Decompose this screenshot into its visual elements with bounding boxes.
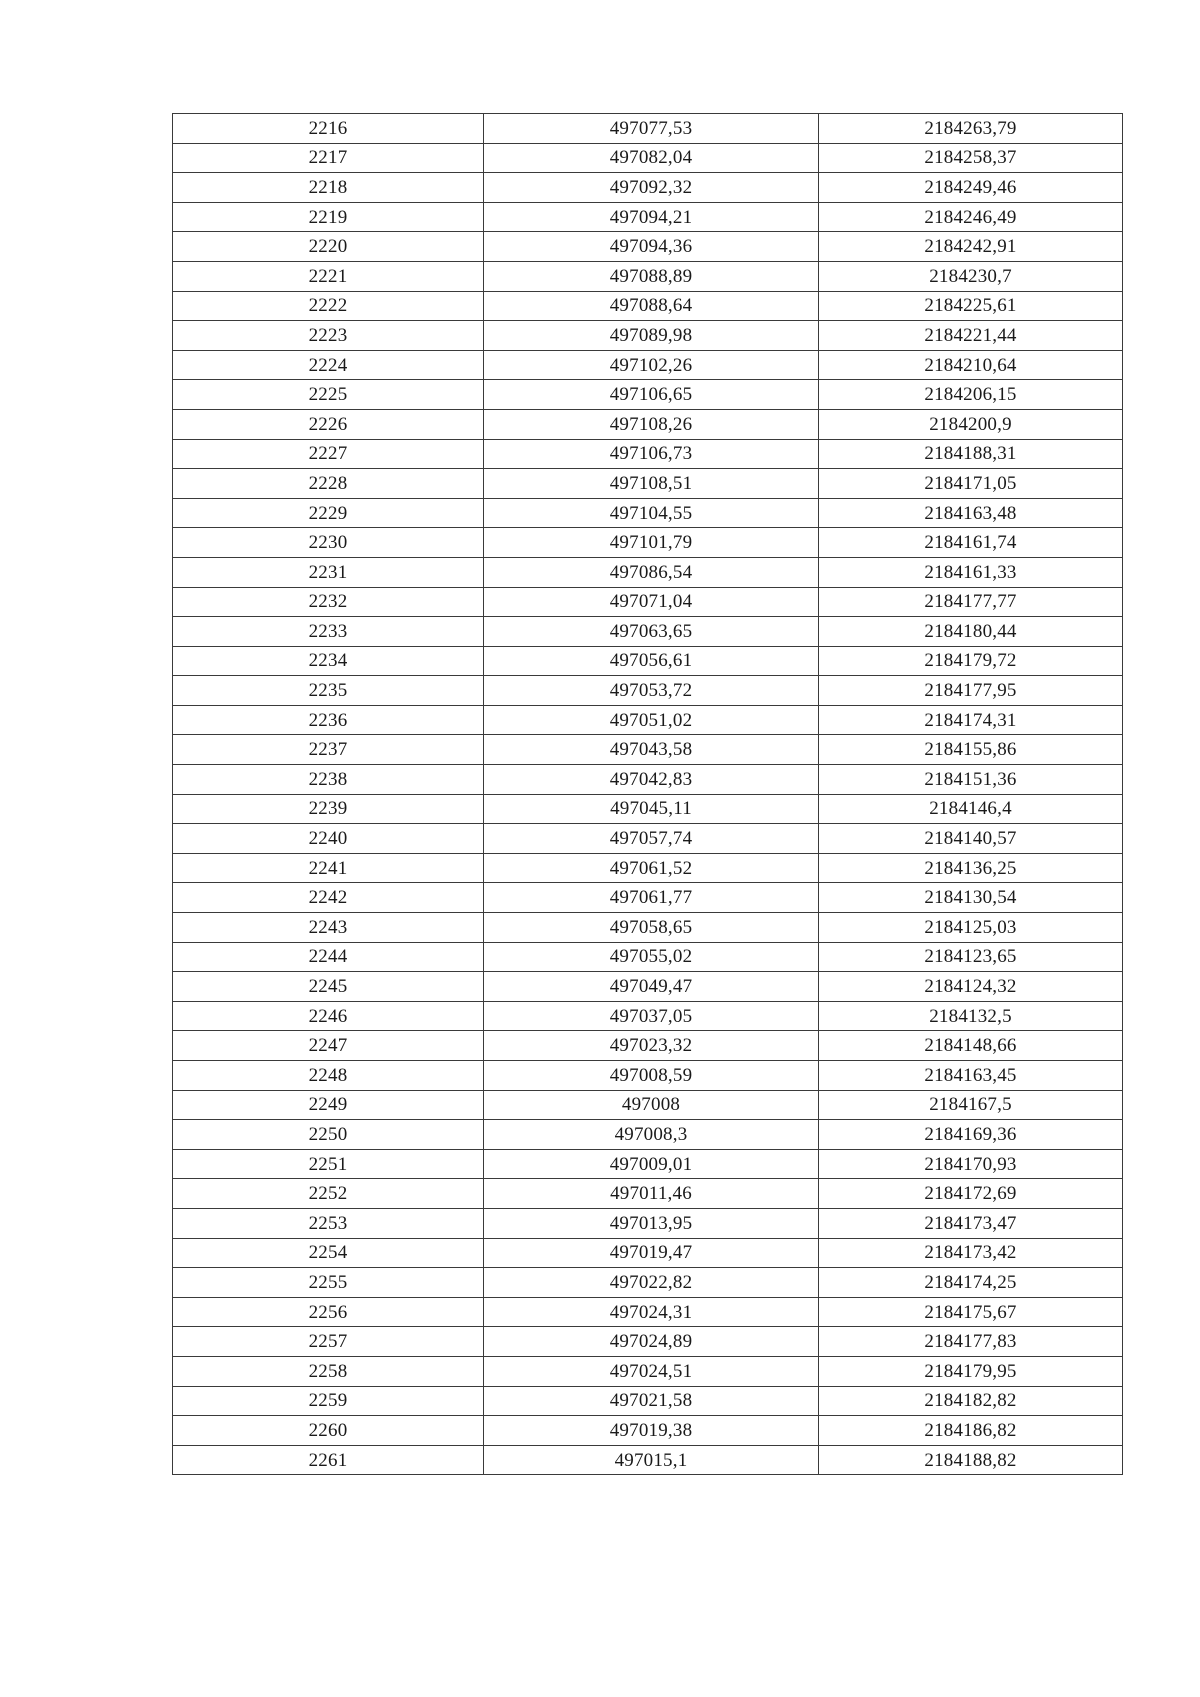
x-coordinate-cell: 497019,38 xyxy=(484,1416,819,1446)
point-number-cell: 2247 xyxy=(173,1031,484,1061)
table-row xyxy=(173,1445,1123,1475)
point-number-cell: 2242 xyxy=(173,883,484,913)
point-number-cell: 2222 xyxy=(173,291,484,321)
table-row xyxy=(173,1208,1123,1238)
x-coordinate-cell: 497108,51 xyxy=(484,469,819,499)
table-row xyxy=(173,1090,1123,1120)
y-coordinate-cell: 2184182,82 xyxy=(819,1386,1123,1416)
point-number-cell: 2245 xyxy=(173,972,484,1002)
x-coordinate-cell: 497055,02 xyxy=(484,942,819,972)
table-row xyxy=(173,173,1123,203)
table-row xyxy=(173,1238,1123,1268)
x-coordinate-cell: 497082,04 xyxy=(484,143,819,173)
table-row xyxy=(173,143,1123,173)
table-row xyxy=(173,883,1123,913)
point-number-cell: 2230 xyxy=(173,528,484,558)
table-row xyxy=(173,1416,1123,1446)
y-coordinate-cell: 2184221,44 xyxy=(819,321,1123,351)
table-row xyxy=(173,1386,1123,1416)
x-coordinate-cell: 497092,32 xyxy=(484,173,819,203)
y-coordinate-cell: 2184175,67 xyxy=(819,1297,1123,1327)
table-row xyxy=(173,1149,1123,1179)
y-coordinate-cell: 2184130,54 xyxy=(819,883,1123,913)
coordinates-table-body xyxy=(173,114,1123,1475)
table-row xyxy=(173,409,1123,439)
x-coordinate-cell: 497042,83 xyxy=(484,765,819,795)
table-row xyxy=(173,528,1123,558)
x-coordinate-cell: 497058,65 xyxy=(484,913,819,943)
table-row xyxy=(173,557,1123,587)
x-coordinate-cell: 497061,52 xyxy=(484,853,819,883)
point-number-cell: 2243 xyxy=(173,913,484,943)
y-coordinate-cell: 2184180,44 xyxy=(819,617,1123,647)
x-coordinate-cell: 497023,32 xyxy=(484,1031,819,1061)
y-coordinate-cell: 2184124,32 xyxy=(819,972,1123,1002)
table-row xyxy=(173,291,1123,321)
table-row xyxy=(173,1061,1123,1091)
x-coordinate-cell: 497013,95 xyxy=(484,1208,819,1238)
point-number-cell: 2218 xyxy=(173,173,484,203)
x-coordinate-cell: 497021,58 xyxy=(484,1386,819,1416)
point-number-cell: 2259 xyxy=(173,1386,484,1416)
y-coordinate-cell: 2184177,95 xyxy=(819,676,1123,706)
y-coordinate-cell: 2184161,33 xyxy=(819,557,1123,587)
table-row xyxy=(173,587,1123,617)
y-coordinate-cell: 2184146,4 xyxy=(819,794,1123,824)
y-coordinate-cell: 2184174,31 xyxy=(819,705,1123,735)
y-coordinate-cell: 2184225,61 xyxy=(819,291,1123,321)
table-row xyxy=(173,261,1123,291)
table-row xyxy=(173,350,1123,380)
point-number-cell: 2226 xyxy=(173,409,484,439)
table-row xyxy=(173,765,1123,795)
table-row xyxy=(173,913,1123,943)
x-coordinate-cell: 497088,89 xyxy=(484,261,819,291)
point-number-cell: 2223 xyxy=(173,321,484,351)
table-row xyxy=(173,972,1123,1002)
point-number-cell: 2241 xyxy=(173,853,484,883)
table-row xyxy=(173,321,1123,351)
table-row xyxy=(173,232,1123,262)
y-coordinate-cell: 2184263,79 xyxy=(819,114,1123,144)
y-coordinate-cell: 2184174,25 xyxy=(819,1268,1123,1298)
point-number-cell: 2232 xyxy=(173,587,484,617)
table-row xyxy=(173,676,1123,706)
x-coordinate-cell: 497053,72 xyxy=(484,676,819,706)
y-coordinate-cell: 2184172,69 xyxy=(819,1179,1123,1209)
y-coordinate-cell: 2184132,5 xyxy=(819,1001,1123,1031)
point-number-cell: 2217 xyxy=(173,143,484,173)
point-number-cell: 2238 xyxy=(173,765,484,795)
point-number-cell: 2227 xyxy=(173,439,484,469)
x-coordinate-cell: 497077,53 xyxy=(484,114,819,144)
y-coordinate-cell: 2184123,65 xyxy=(819,942,1123,972)
point-number-cell: 2249 xyxy=(173,1090,484,1120)
point-number-cell: 2257 xyxy=(173,1327,484,1357)
point-number-cell: 2250 xyxy=(173,1120,484,1150)
point-number-cell: 2248 xyxy=(173,1061,484,1091)
table-row xyxy=(173,1120,1123,1150)
point-number-cell: 2220 xyxy=(173,232,484,262)
table-row xyxy=(173,1297,1123,1327)
point-number-cell: 2260 xyxy=(173,1416,484,1446)
y-coordinate-cell: 2184210,64 xyxy=(819,350,1123,380)
y-coordinate-cell: 2184200,9 xyxy=(819,409,1123,439)
x-coordinate-cell: 497024,31 xyxy=(484,1297,819,1327)
point-number-cell: 2229 xyxy=(173,498,484,528)
point-number-cell: 2255 xyxy=(173,1268,484,1298)
point-number-cell: 2256 xyxy=(173,1297,484,1327)
table-row xyxy=(173,824,1123,854)
y-coordinate-cell: 2184169,36 xyxy=(819,1120,1123,1150)
x-coordinate-cell: 497106,73 xyxy=(484,439,819,469)
point-number-cell: 2225 xyxy=(173,380,484,410)
point-number-cell: 2244 xyxy=(173,942,484,972)
y-coordinate-cell: 2184125,03 xyxy=(819,913,1123,943)
y-coordinate-cell: 2184151,36 xyxy=(819,765,1123,795)
table-row xyxy=(173,469,1123,499)
y-coordinate-cell: 2184173,42 xyxy=(819,1238,1123,1268)
y-coordinate-cell: 2184188,31 xyxy=(819,439,1123,469)
point-number-cell: 2235 xyxy=(173,676,484,706)
x-coordinate-cell: 497088,64 xyxy=(484,291,819,321)
point-number-cell: 2231 xyxy=(173,557,484,587)
table-row xyxy=(173,853,1123,883)
x-coordinate-cell: 497086,54 xyxy=(484,557,819,587)
table-row xyxy=(173,617,1123,647)
table-row xyxy=(173,498,1123,528)
table-row xyxy=(173,646,1123,676)
y-coordinate-cell: 2184163,45 xyxy=(819,1061,1123,1091)
x-coordinate-cell: 497102,26 xyxy=(484,350,819,380)
x-coordinate-cell: 497009,01 xyxy=(484,1149,819,1179)
table-row xyxy=(173,439,1123,469)
point-number-cell: 2261 xyxy=(173,1445,484,1475)
x-coordinate-cell: 497056,61 xyxy=(484,646,819,676)
point-number-cell: 2234 xyxy=(173,646,484,676)
y-coordinate-cell: 2184140,57 xyxy=(819,824,1123,854)
x-coordinate-cell: 497094,21 xyxy=(484,202,819,232)
x-coordinate-cell: 497008,59 xyxy=(484,1061,819,1091)
point-number-cell: 2240 xyxy=(173,824,484,854)
y-coordinate-cell: 2184177,77 xyxy=(819,587,1123,617)
point-number-cell: 2221 xyxy=(173,261,484,291)
x-coordinate-cell: 497106,65 xyxy=(484,380,819,410)
point-number-cell: 2237 xyxy=(173,735,484,765)
y-coordinate-cell: 2184179,72 xyxy=(819,646,1123,676)
y-coordinate-cell: 2184246,49 xyxy=(819,202,1123,232)
x-coordinate-cell: 497108,26 xyxy=(484,409,819,439)
x-coordinate-cell: 497043,58 xyxy=(484,735,819,765)
table-row xyxy=(173,942,1123,972)
y-coordinate-cell: 2184179,95 xyxy=(819,1356,1123,1386)
y-coordinate-cell: 2184242,91 xyxy=(819,232,1123,262)
table-row xyxy=(173,735,1123,765)
point-number-cell: 2236 xyxy=(173,705,484,735)
point-number-cell: 2224 xyxy=(173,350,484,380)
y-coordinate-cell: 2184177,83 xyxy=(819,1327,1123,1357)
y-coordinate-cell: 2184249,46 xyxy=(819,173,1123,203)
x-coordinate-cell: 497022,82 xyxy=(484,1268,819,1298)
x-coordinate-cell: 497049,47 xyxy=(484,972,819,1002)
y-coordinate-cell: 2184186,82 xyxy=(819,1416,1123,1446)
x-coordinate-cell: 497089,98 xyxy=(484,321,819,351)
point-number-cell: 2239 xyxy=(173,794,484,824)
table-row xyxy=(173,202,1123,232)
x-coordinate-cell: 497019,47 xyxy=(484,1238,819,1268)
x-coordinate-cell: 497071,04 xyxy=(484,587,819,617)
x-coordinate-cell: 497045,11 xyxy=(484,794,819,824)
coordinates-table xyxy=(172,113,1123,1475)
x-coordinate-cell: 497104,55 xyxy=(484,498,819,528)
y-coordinate-cell: 2184173,47 xyxy=(819,1208,1123,1238)
x-coordinate-cell: 497101,79 xyxy=(484,528,819,558)
y-coordinate-cell: 2184170,93 xyxy=(819,1149,1123,1179)
x-coordinate-cell: 497024,89 xyxy=(484,1327,819,1357)
y-coordinate-cell: 2184206,15 xyxy=(819,380,1123,410)
x-coordinate-cell: 497037,05 xyxy=(484,1001,819,1031)
table-row xyxy=(173,1327,1123,1357)
x-coordinate-cell: 497024,51 xyxy=(484,1356,819,1386)
table-row xyxy=(173,1031,1123,1061)
x-coordinate-cell: 497011,46 xyxy=(484,1179,819,1209)
table-row xyxy=(173,705,1123,735)
y-coordinate-cell: 2184258,37 xyxy=(819,143,1123,173)
point-number-cell: 2253 xyxy=(173,1208,484,1238)
point-number-cell: 2251 xyxy=(173,1149,484,1179)
table-row xyxy=(173,114,1123,144)
x-coordinate-cell: 497008 xyxy=(484,1090,819,1120)
y-coordinate-cell: 2184167,5 xyxy=(819,1090,1123,1120)
table-row xyxy=(173,1268,1123,1298)
x-coordinate-cell: 497063,65 xyxy=(484,617,819,647)
y-coordinate-cell: 2184136,25 xyxy=(819,853,1123,883)
point-number-cell: 2252 xyxy=(173,1179,484,1209)
y-coordinate-cell: 2184155,86 xyxy=(819,735,1123,765)
x-coordinate-cell: 497057,74 xyxy=(484,824,819,854)
y-coordinate-cell: 2184148,66 xyxy=(819,1031,1123,1061)
table-row xyxy=(173,1356,1123,1386)
y-coordinate-cell: 2184230,7 xyxy=(819,261,1123,291)
point-number-cell: 2228 xyxy=(173,469,484,499)
table-row xyxy=(173,380,1123,410)
x-coordinate-cell: 497051,02 xyxy=(484,705,819,735)
point-number-cell: 2219 xyxy=(173,202,484,232)
x-coordinate-cell: 497061,77 xyxy=(484,883,819,913)
y-coordinate-cell: 2184161,74 xyxy=(819,528,1123,558)
point-number-cell: 2246 xyxy=(173,1001,484,1031)
point-number-cell: 2216 xyxy=(173,114,484,144)
table-row xyxy=(173,1179,1123,1209)
y-coordinate-cell: 2184171,05 xyxy=(819,469,1123,499)
table-row xyxy=(173,1001,1123,1031)
point-number-cell: 2233 xyxy=(173,617,484,647)
x-coordinate-cell: 497008,3 xyxy=(484,1120,819,1150)
y-coordinate-cell: 2184163,48 xyxy=(819,498,1123,528)
table-row xyxy=(173,794,1123,824)
y-coordinate-cell: 2184188,82 xyxy=(819,1445,1123,1475)
x-coordinate-cell: 497094,36 xyxy=(484,232,819,262)
point-number-cell: 2258 xyxy=(173,1356,484,1386)
x-coordinate-cell: 497015,1 xyxy=(484,1445,819,1475)
point-number-cell: 2254 xyxy=(173,1238,484,1268)
